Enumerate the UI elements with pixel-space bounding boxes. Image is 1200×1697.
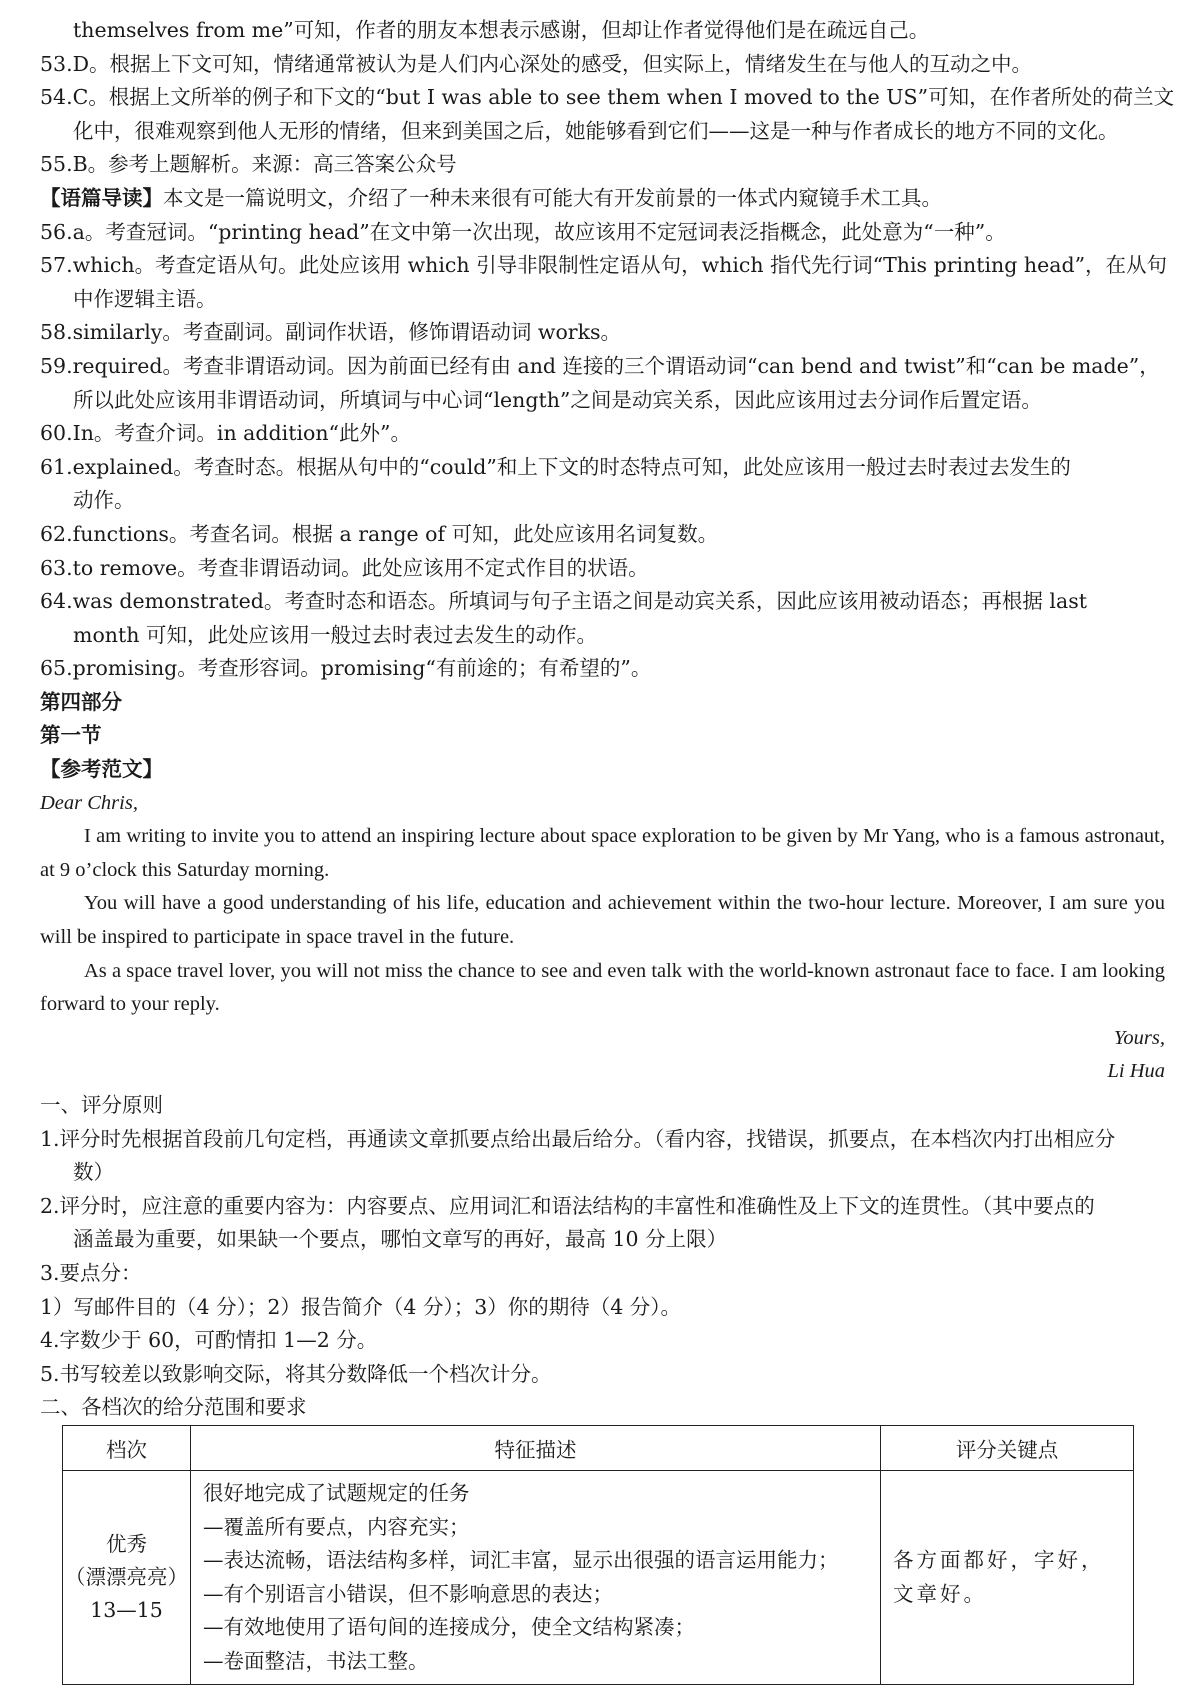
letter-signature: Li Hua xyxy=(1107,1060,1165,1083)
answer-line: 62.functions。考查名词。根据 a range of 可知，此处应该用名词复数。 xyxy=(40,521,719,546)
description-line: —表达流畅，语法结构多样，词汇丰富，显示出很强的语言运用能力； xyxy=(203,1548,839,1572)
reading-guide xyxy=(40,182,1165,216)
header-description: 特征描述 xyxy=(191,1426,881,1471)
answer-line: 动作。 xyxy=(73,488,135,513)
description-line: —有个别语言小错误，但不影响意思的表达； xyxy=(203,1581,613,1606)
letter-paragraph: I am writing to invite you to attend an inspiring lecture about space exploration to be given by Mr Yang, who is a famous astronaut, at 9 o’clock this Saturday morning. xyxy=(40,825,1165,881)
tier-name: 优秀 xyxy=(106,1532,147,1556)
letter-closing: Yours, xyxy=(1113,1026,1165,1049)
letter-salutation: Dear Chris, xyxy=(40,791,138,814)
answer-line: 56.a。考查冠词。“printing head”在文中第一次出现，故应该用不定冠词表泛指概念，此处意为“一种”。 xyxy=(40,219,1006,244)
answer-line: 58.similarly。考查副词。副词作状语，修饰谓语动词 works。 xyxy=(40,320,622,345)
answer-line: 57.which。考查定语从句。此处应该用 which 引导非限制性定语从句，which 指代先行词“This printing head”，在从句 xyxy=(40,253,1168,278)
tier-range: 13—15 xyxy=(90,1598,163,1622)
grading-table-header xyxy=(63,1426,1134,1471)
scoring-rule: 1）写邮件目的（4 分）；2）报告简介（4 分）；3）你的期待（4 分）。 xyxy=(40,1294,682,1319)
letter-paragraph: As a space travel lover, you will not miss the chance to see and even talk with the world-known astronaut face to face. I am looking forward to your reply. xyxy=(40,959,1165,1016)
section-heading: 第一节 xyxy=(40,723,102,748)
answer-line: 55.B。参考上题解析。来源：高三答案公众号 xyxy=(40,152,457,177)
answer-line: month 可知，此处应该用一般过去时表过去发生的动作。 xyxy=(73,622,597,647)
table-row xyxy=(63,1471,1134,1685)
header-key-points: 评分关键点 xyxy=(881,1426,1134,1471)
answer-line: 61.explained。考查时态。根据从句中的“could”和上下文的时态特点可知，此处应该用一般过去时表过去发生的 xyxy=(40,454,1071,479)
answer-line: 中作逻辑主语。 xyxy=(73,286,217,311)
part4-heading: 第四部分 xyxy=(40,689,122,714)
answer-line: 所以此处应该用非谓语动词，所填词与中心词“length”之间是动宾关系，因此应该用过去分词作后置定语。 xyxy=(73,387,1042,412)
answers-top xyxy=(40,14,1175,182)
scoring-rule: 涵盖最为重要，如果缺一个要点，哪怕文章写的再好，最高 10 分上限） xyxy=(73,1227,728,1252)
answer-line: 65.promising。考查形容词。promising“有前途的；有希望的”。 xyxy=(40,656,652,681)
sample-essay-label: 【参考范文】 xyxy=(40,757,163,782)
answers-grammar xyxy=(40,216,1168,686)
description-line: —卷面整洁，书法工整。 xyxy=(203,1648,429,1673)
scoring-rule: 4.字数少于 60，可酌情扣 1—2 分。 xyxy=(40,1328,378,1353)
tier-description: （漂漂亮亮） xyxy=(65,1565,188,1589)
key-points-cell: 各方面都好，字好，文章好。 xyxy=(881,1471,1134,1685)
answer-page xyxy=(40,14,1175,1425)
answer-line: 54.C。根据上文所举的例子和下文的“but I was able to see them when I moved to the US”可知，在作者所处的荷兰文 xyxy=(40,85,1175,110)
answer-line: 60.In。考查介词。in addition“此外”。 xyxy=(40,421,412,446)
grading-heading: 二、各档次的给分范围和要求 xyxy=(40,1395,307,1420)
scoring-rule: 数） xyxy=(73,1160,114,1185)
scoring-rule: 1.评分时先根据首段前几句定档，再通读文章抓要点给出最后给分。（看内容，找错误，抓要点，在本档次内打出相应分 xyxy=(40,1126,1116,1151)
reading-guide-label: 【语篇导读】 xyxy=(40,185,163,210)
description-line: 很好地完成了试题规定的任务 xyxy=(203,1481,470,1505)
description-cell xyxy=(191,1471,881,1685)
scoring-rule: 5.书写较差以致影响交际，将其分数降低一个档次计分。 xyxy=(40,1361,552,1386)
scoring-rule: 3.要点分： xyxy=(40,1260,142,1285)
answer-line: 64.was demonstrated。考查时态和语态。所填词与句子主语之间是动宾关系，因此应该用被动语态；再根据 last xyxy=(40,589,1087,614)
answer-line: 化中，很难观察到他人无形的情绪，但来到美国之后，她能够看到它们——这是一种与作者成长的地方不同的文化。 xyxy=(73,118,1119,143)
letter-paragraph: You will have a good understanding of his life, education and achievement within the two-hour lecture. Moreover, I am sure you will be inspired to participate in space travel in the future. xyxy=(40,892,1165,949)
description-line: —覆盖所有要点，内容充实； xyxy=(203,1514,470,1539)
header-tier: 档次 xyxy=(63,1426,191,1471)
grading-table xyxy=(62,1425,1134,1685)
answer-line: 59.required。考查非谓语动词。因为前面已经有由 and 连接的三个谓语动词“can bend and twist”和“can be made”， xyxy=(40,353,1160,378)
scoring-principles xyxy=(40,1089,1165,1425)
reading-guide-text: 本文是一篇说明文，介绍了一种未来很有可能大有开发前景的一体式内窥镜手术工具。 xyxy=(163,185,942,210)
sample-letter xyxy=(40,787,1165,1089)
description-line: —有效地使用了语句间的连接成分，使全文结构紧凑； xyxy=(203,1615,695,1639)
answer-line: themselves from me”可知，作者的朋友本想表示感谢，但却让作者觉得他们是在疏远自己。 xyxy=(73,18,930,42)
scoring-rule: 2.评分时，应注意的重要内容为：内容要点、应用词汇和语法结构的丰富性和准确性及上下文的连贯性。（其中要点的 xyxy=(40,1193,1095,1218)
answer-line: 63.to remove。考查非谓语动词。此处应该用不定式作目的状语。 xyxy=(40,555,649,580)
answer-line: 53.D。根据上下文可知，情绪通常被认为是人们内心深处的感受，但实际上，情绪发生在与他人的互动之中。 xyxy=(40,51,1033,76)
tier-cell xyxy=(63,1471,191,1685)
scoring-heading: 一、评分原则 xyxy=(40,1093,163,1117)
